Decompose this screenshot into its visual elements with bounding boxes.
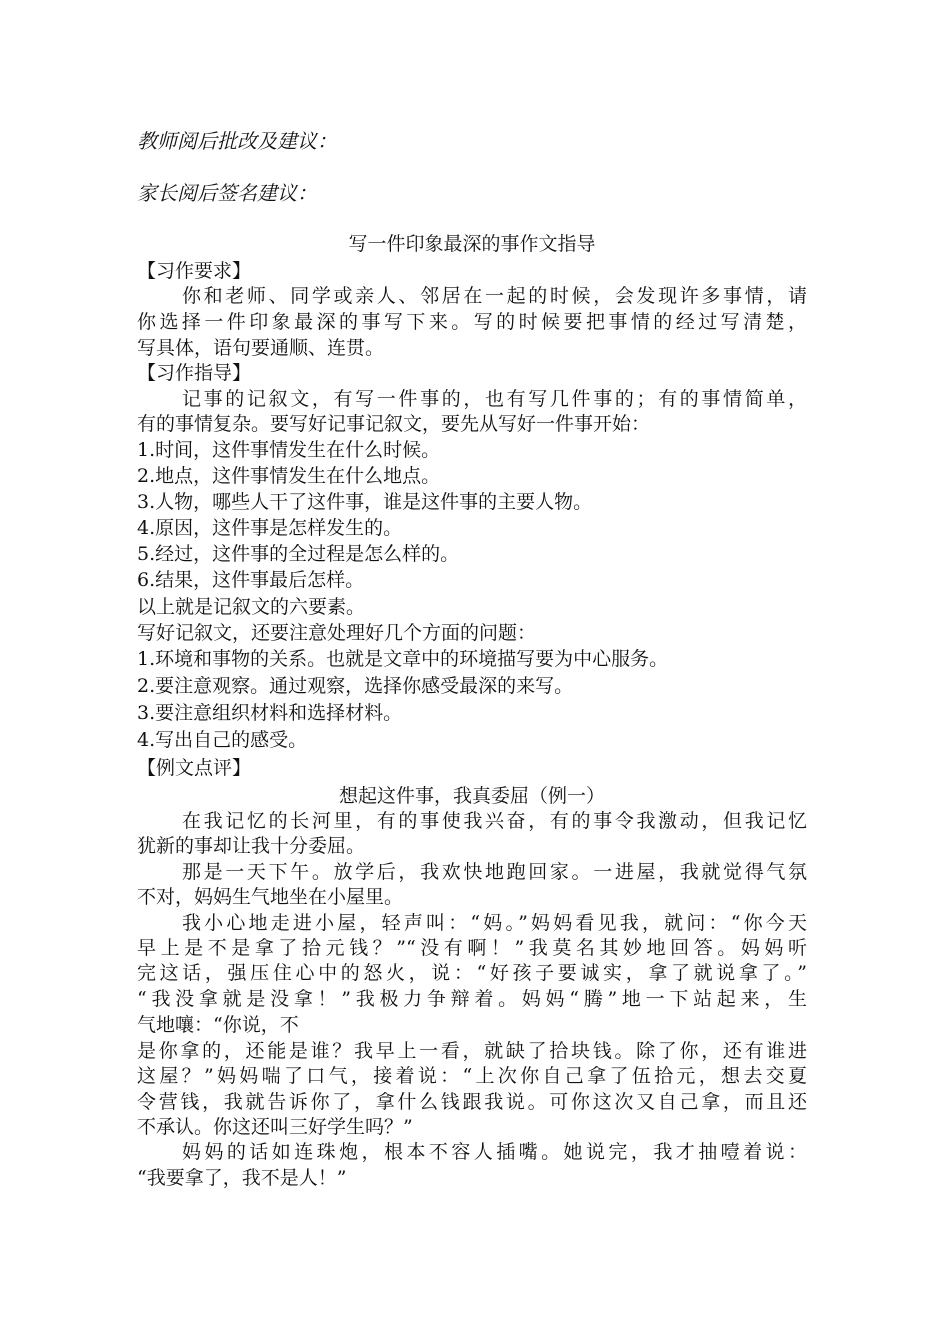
list-item: 4.原因，这件事是怎样发生的。 (137, 517, 403, 539)
example-title: 想起这件事，我真委屈（例一） (338, 785, 605, 807)
section-heading: 【习作指导】 (137, 362, 252, 384)
paragraph-line: 是你拿的，还能是谁？我早上一看，就缺了拾块钱。除了你，还有谁进 (137, 1040, 807, 1062)
paragraph-line: 写好记叙文，还要注意处理好几个方面的问题： (137, 622, 537, 644)
paragraph-line: 不对，妈妈生气地坐在小屋里。 (137, 886, 404, 908)
section-heading: 【例文点评】 (137, 757, 252, 779)
paragraph-line: “我要拿了，我不是人！” (137, 1167, 347, 1189)
list-item: 3.要注意组织材料和选择材料。 (137, 702, 403, 724)
parent-comment-label: 家长阅后签名建议： (137, 181, 317, 205)
paragraph-line: 这屋？”妈妈喘了口气，接着说：“上次你自己拿了伍拾元，想去交夏 (137, 1065, 807, 1087)
paragraph-line: 不承认。你这还叫三好学生吗？” (137, 1116, 413, 1138)
paragraph-line: 记事的记叙文，有写一件事的，也有写几件事的；有的事情简单， (182, 388, 807, 410)
section-heading: 【习作要求】 (137, 260, 252, 282)
list-item: 2.地点，这件事情发生在什么地点。 (137, 465, 441, 487)
paragraph-line: 写具体，语句要通顺、连贯。 (137, 337, 385, 359)
list-item: 1.环境和事物的关系。也就是文章中的环境描写要为中心服务。 (137, 648, 669, 670)
paragraph-line: 早上是不是拿了拾元钱？”“没有啊！”我莫名其妙地回答。妈妈听 (137, 937, 807, 959)
list-item: 4.写出自己的感受。 (137, 729, 308, 751)
teacher-comment-label: 教师阅后批改及建议： (137, 129, 337, 153)
paragraph-line: 在我记忆的长河里，有的事使我兴奋，有的事令我激动，但我记忆 (182, 810, 807, 832)
paragraph-line: 妈妈的话如连珠炮，根本不容人插嘴。她说完，我才抽噎着说： (182, 1141, 807, 1163)
paragraph-line: 你选择一件印象最深的事写下来。写的时候要把事情的经过写清楚， (137, 311, 807, 333)
list-item: 1.时间，这件事情发生在什么时候。 (137, 439, 441, 461)
paragraph-line: 以上就是记叙文的六要素。 (137, 596, 366, 618)
list-item: 2.要注意观察。通过观察，选择你感受最深的来写。 (137, 675, 574, 697)
paragraph-line: 有的事情复杂。要写好记事记叙文，要先从写好一件事开始： (137, 413, 651, 435)
list-item: 5.经过，这件事的全过程是怎么样的。 (137, 543, 460, 565)
paragraph-line: 你和老师、同学或亲人、邻居在一起的时候，会发现许多事情，请 (182, 285, 807, 307)
list-item: 3.人物，哪些人干了这件事，谁是这件事的主要人物。 (137, 491, 593, 513)
paragraph-line: 气地嚷：“你说，不 (137, 1014, 299, 1036)
paragraph-line: “我没拿就是没拿！”我极力争辩着。妈妈“腾”地一下站起来，生 (137, 988, 807, 1010)
list-item: 6.结果，这件事最后怎样。 (137, 569, 365, 591)
paragraph-line: 完这话，强压住心中的怒火，说：“好孩子要诚实，拿了就说拿了。” (137, 962, 807, 984)
paragraph-line: 犹新的事却让我十分委屈。 (137, 835, 366, 857)
page-title: 写一件印象最深的事作文指导 (348, 233, 596, 255)
paragraph-line: 我小心地走进小屋，轻声叫：“妈。”妈妈看见我，就问：“你今天 (182, 912, 807, 934)
paragraph-line: 那是一天下午。放学后，我欢快地跑回家。一进屋，我就觉得气氛 (182, 861, 807, 883)
paragraph-line: 令营钱，我就告诉你了，拿什么钱跟我说。可你这次又自己拿，而且还 (137, 1091, 807, 1113)
